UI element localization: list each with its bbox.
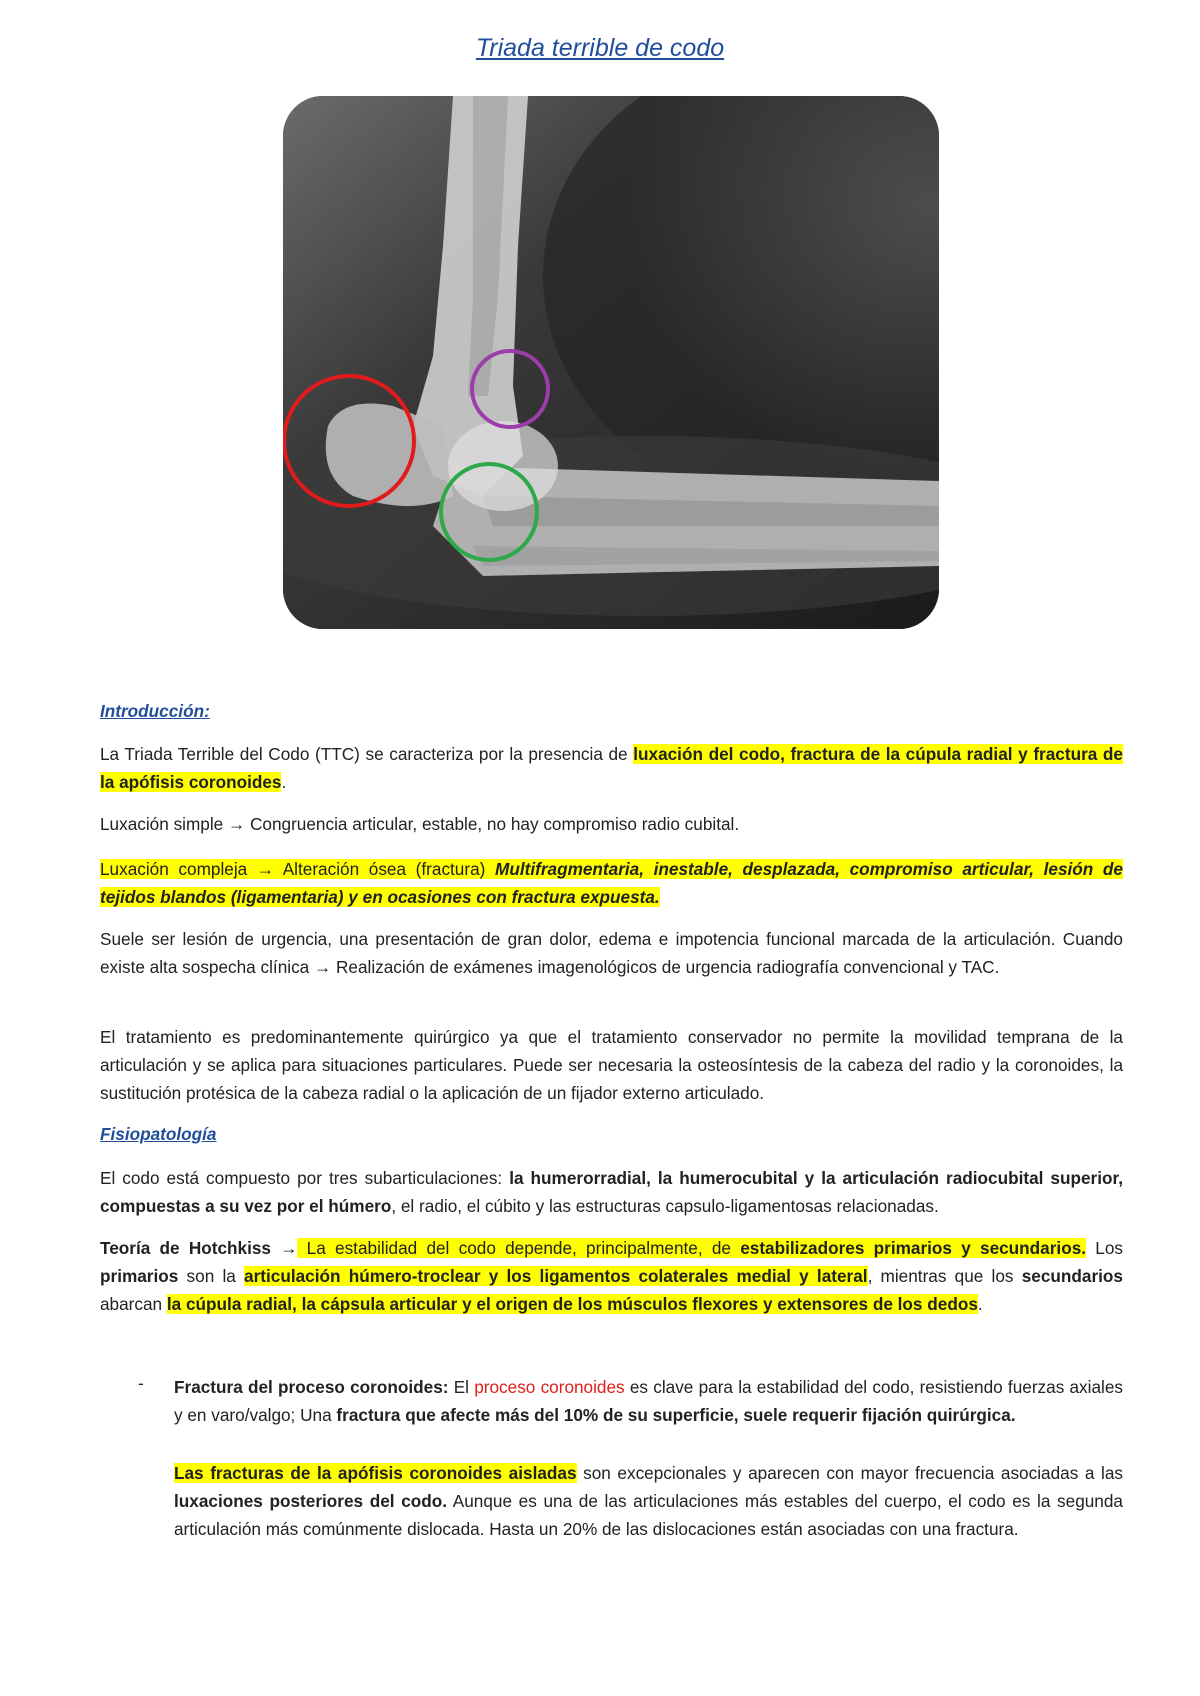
section-heading-introduccion: Introducción:: [100, 701, 210, 721]
bold-text: Fractura del proceso coronoides:: [174, 1377, 449, 1397]
bullet-paragraph-1: [174, 1373, 1123, 1429]
highlighted-text: luxación del codo, fractura de la cúpula radial y fractura de la apófisis coronoides: [100, 744, 1123, 792]
text-run: Los: [1086, 1238, 1123, 1258]
highlighted-text: estabilizadores primarios y secundarios.: [740, 1238, 1087, 1258]
text-run: son excepcionales y aparecen con mayor frecuencia asociadas a las: [576, 1463, 1123, 1483]
bold-text: fractura que afecte más del 10% de su superficie, suele requerir fijación quirúrgica.: [336, 1405, 1016, 1425]
text-run: .: [281, 772, 287, 792]
highlighted-text: Alteración ósea (fractura): [274, 859, 496, 879]
elbow-xray-image: [283, 96, 939, 629]
bullet-paragraph-2: [174, 1459, 1123, 1543]
text-run: Luxación simple: [100, 814, 229, 834]
intro-paragraph-5: El tratamiento es predominantemente quirúrgico ya que el tratamiento conservador no permite la movilidad temprana de la articulación y se aplica para situaciones particulares. Puede ser necesaria la osteosíntesis de la cabeza del radio y la coronoides, la sustitución protésica de la cabeza radial o la aplicación de un fijador externo articulado.: [100, 1027, 1123, 1103]
fisio-paragraph-1: [100, 1164, 1123, 1220]
text-run: son la: [178, 1266, 245, 1286]
highlighted-text: articulación húmero-troclear y los ligamentos colaterales medial y lateral: [244, 1266, 868, 1286]
arrow-right-icon: →: [256, 859, 275, 879]
highlighted-text: la cúpula radial, la cápsula articular y el origen de los músculos flexores y extensores de los dedos: [166, 1294, 978, 1314]
arrow-right-icon: →: [314, 957, 332, 977]
section-heading-fisiopatologia: Fisiopatología: [100, 1124, 217, 1144]
text-run: El: [448, 1377, 475, 1397]
highlighted-text: La estabilidad del codo depende, principalmente, de: [297, 1238, 741, 1258]
text-run: Congruencia articular, estable, no hay compromiso radio cubital.: [245, 814, 740, 834]
text-run: , el radio, el cúbito y las estructuras capsulo-ligamentosas relacionadas.: [391, 1196, 939, 1216]
bold-text: la humerorradial, la humerocubital y la articulación radiocubital superior, compuestas a su vez por el húmero: [100, 1168, 1124, 1216]
highlighted-text: Las fracturas de la apófisis coronoides aisladas: [174, 1463, 577, 1483]
fisio-paragraph-2: [100, 1234, 1123, 1318]
text-run: es clave para la estabilidad del codo, resistiendo fuerzas axiales y en varo/valgo; Una: [174, 1377, 1123, 1425]
bullet-dash: -: [138, 1373, 144, 1393]
text-run: .: [977, 1294, 983, 1314]
intro-paragraph-2: [100, 810, 1123, 838]
arrow-right-icon: →: [228, 814, 246, 834]
text-run: Suele ser lesión de urgencia, una presentación de gran dolor, edema e impotencia funcional marcada de la articulación. Cuando existe alta sospecha clínica: [100, 929, 1123, 977]
page-title: Triada terrible de codo: [475, 34, 725, 62]
text-run: El codo está compuesto por tres subarticulaciones:: [100, 1168, 510, 1188]
bold-text: Teoría de Hotchkiss: [100, 1238, 281, 1258]
intro-paragraph-1: [100, 740, 1123, 796]
highlighted-text: Multifragmentaria, inestable, desplazada, compromiso articular, lesión de tejidos blandos (ligamentaria) y en ocasiones con fractura expuesta.: [100, 859, 1123, 907]
red-text: proceso coronoides: [474, 1377, 625, 1397]
highlighted-text: Luxación compleja: [100, 859, 257, 879]
text-run: Aunque es una de las articulaciones más estables del cuerpo, el codo es la segunda articulación más comúnmente dislocada. Hasta un 20% de las dislocaciones están asociadas con una fractura.: [174, 1491, 1123, 1539]
text-run: La Triada Terrible del Codo (TTC) se caracteriza por la presencia de: [100, 744, 634, 764]
intro-paragraph-4: [100, 925, 1123, 981]
intro-paragraph-3: [100, 855, 1123, 911]
text-run: abarcan: [100, 1294, 167, 1314]
bold-text: luxaciones posteriores del codo.: [174, 1491, 448, 1511]
bold-text: secundarios: [1021, 1266, 1123, 1286]
arrow-right-icon: →: [280, 1238, 298, 1258]
bold-text: primarios: [100, 1266, 179, 1286]
text-run: Realización de exámenes imagenológicos de urgencia radiografía convencional y TAC.: [331, 957, 1000, 977]
text-run: , mientras que los: [867, 1266, 1022, 1286]
